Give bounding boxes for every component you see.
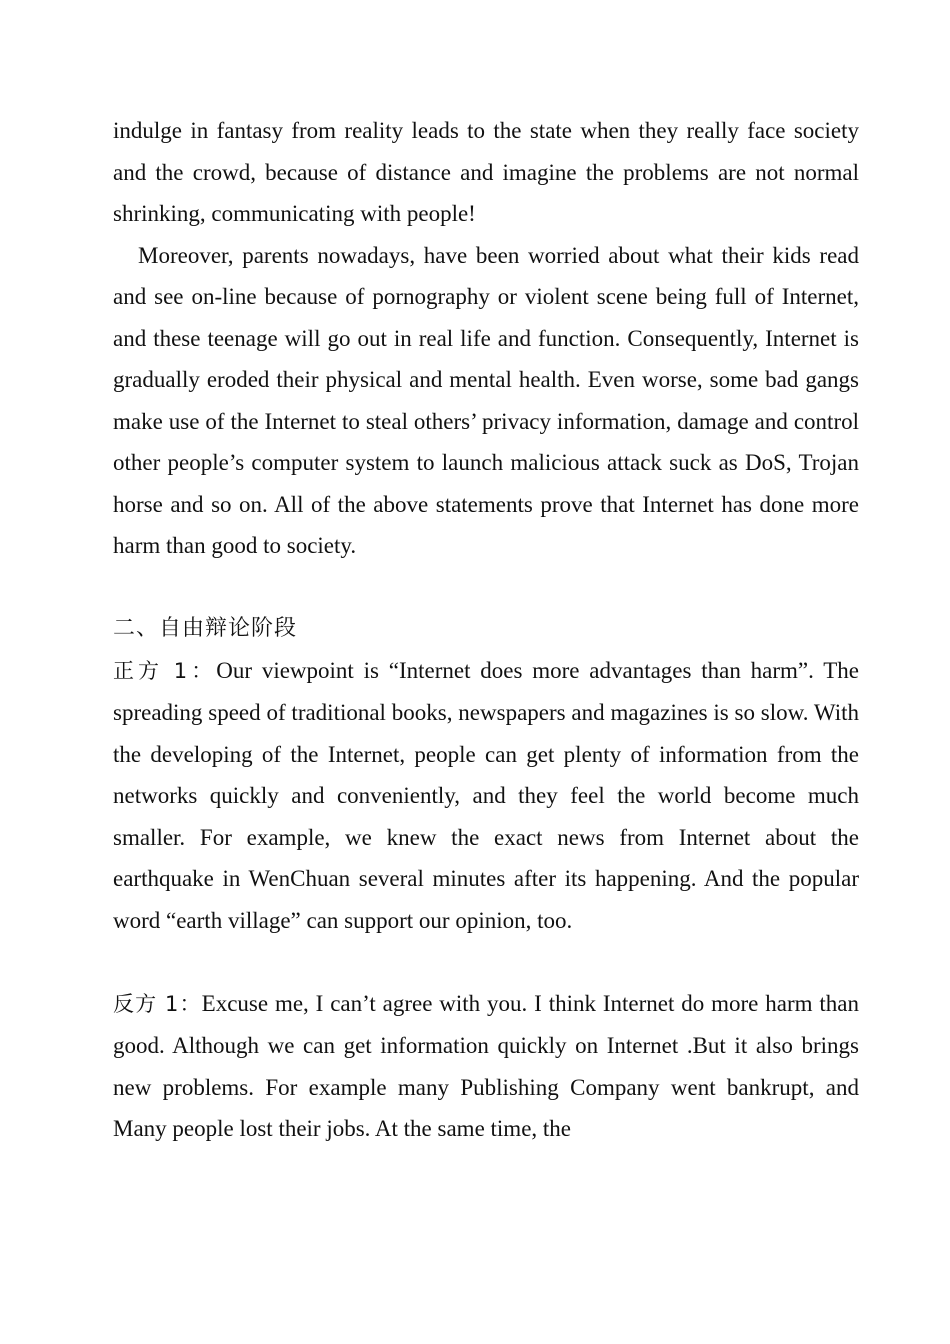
paragraph-con-1 [113, 983, 859, 1150]
speech-con-1: Excuse me, I can’t agree with you. I think Internet do more harm than good. Although we can get information quickly on Internet .But it also brings new problems. For example many Publishing Company went bankrupt, and Many people lost their jobs. At the same time, the [113, 990, 859, 1141]
document-page [113, 110, 859, 1150]
paragraph-continuation: indulge in fantasy from reality leads to the state when they really face society and the crowd, because of distance and imagine the problems are not normal shrinking, communicating with people! [113, 118, 859, 226]
speaker-label-con-1: 反方 1： [113, 991, 202, 1016]
speech-pro-1: Our viewpoint is “Internet does more advantages than harm”. The spreading speed of traditional books, newspapers and magazines is so slow. With the developing of the Internet, people can get plenty of information from the networks quickly and conveniently, and they feel the world become much smaller. For example, we knew the exact news from Internet about the earthquake in WenChuan several minutes after its happening. And the popular word “earth village” can support our opinion, too. [113, 657, 859, 933]
section-heading: 二、自由辩论阶段 [113, 616, 298, 641]
spacer [113, 567, 859, 609]
speaker-label-pro-1: 正方 1： [113, 658, 217, 683]
paragraph-pro-1 [113, 650, 859, 942]
paragraph-parents-concern: Moreover, parents nowadays, have been worried about what their kids read and see on-line because of pornography or violent scene being full of Internet, and these teenage will go out in real life and function. Consequently, Internet is gradually eroded their physical and mental health. Even worse, some bad gangs make use of the Internet to steal others’ privacy information, damage and control other people’s computer system to launch malicious attack suck as DoS, Trojan horse and so on. All of the above statements prove that Internet has done more harm than good to society. [113, 242, 859, 558]
spacer [113, 941, 859, 983]
